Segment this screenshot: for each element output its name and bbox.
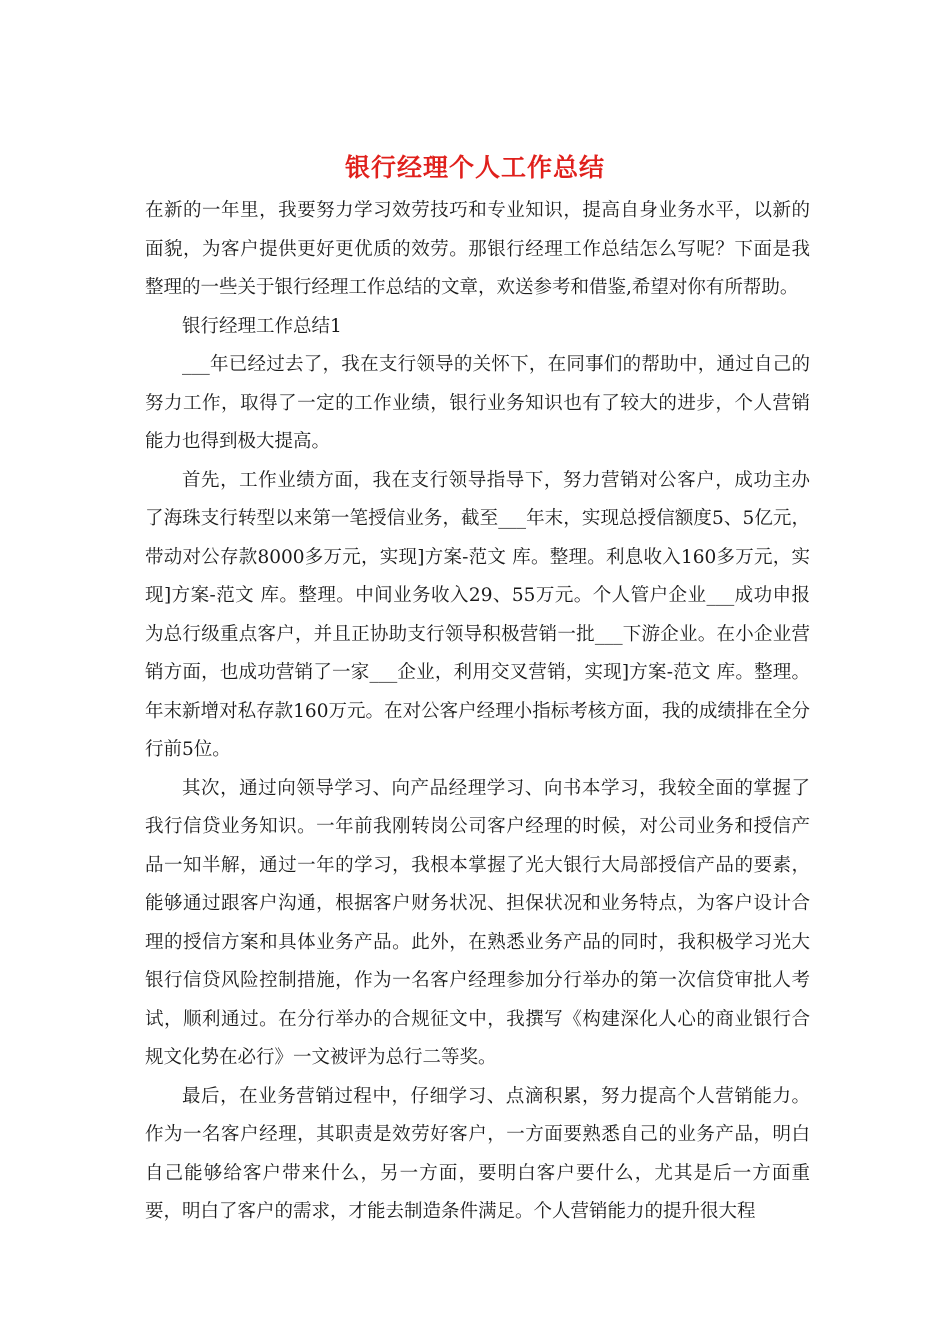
intro-paragraph: 在新的一年里，我要努力学习效劳技巧和专业知识，提高自身业务水平，以新的面貌，为客户提供更好更优质的效劳。那银行经理工作总结怎么写呢？下面是我整理的一些关于银行经理工作总结的文章，欢送参考和借鉴,希望对你有所帮助。: [145, 200, 810, 298]
body-paragraph: 首先，工作业绩方面，我在支行领导指导下，努力营销对公客户，成功主办了海珠支行转型以来第一笔授信业务，截至___年末，实现总授信额度5、5亿元，带动对公存款8000多万元，实现]方案-范文 库。整理。利息收入160多万元，实现]方案-范文 库。整理。中间业务收入29、55万元。个人管户企业___成功申报为总行级重点客户，并且正协助支行领导积极营销一批___下游企业。在小企业营销方面，也成功营销了一家___企业，利用交叉营销，实现]方案-范文 库。整理。年末新增对私存款160万元。在对公客户经理小指标考核方面，我的成绩排在全分行前5位。: [145, 469, 810, 760]
body-paragraph: ___年已经过去了，我在支行领导的关怀下，在同事们的帮助中，通过自己的努力工作，取得了一定的工作业绩，银行业务知识也有了较大的进步，个人营销能力也得到极大提高。: [145, 354, 810, 452]
document-body: [145, 192, 810, 1232]
section-heading: 银行经理工作总结1: [182, 315, 342, 337]
body-paragraph: 最后，在业务营销过程中，仔细学习、点滴积累，努力提高个人营销能力。作为一名客户经理，其职责是效劳好客户，一方面要熟悉自己的业务产品，明白自己能够给客户带来什么，另一方面，要明白客户要什么，尤其是后一方面重要，明白了客户的需求，才能去制造条件满足。个人营销能力的提升很大程: [145, 1085, 810, 1222]
document-title: 银行经理个人工作总结: [344, 153, 605, 182]
body-paragraph: 其次，通过向领导学习、向产品经理学习、向书本学习，我较全面的掌握了我行信贷业务知识。一年前我刚转岗公司客户经理的时候，对公司业务和授信产品一知半解，通过一年的学习，我根本掌握了光大银行大局部授信产品的要素，能够通过跟客户沟通，根据客户财务状况、担保状况和业务特点，为客户设计合理的授信方案和具体业务产品。此外，在熟悉业务产品的同时，我积极学习光大银行信贷风险控制措施，作为一名客户经理参加分行举办的第一次信贷审批人考试，顺利通过。在分行举办的合规征文中，我撰写《构建深化人心的商业银行合规文化势在必行》一文被评为总行二等奖。: [145, 777, 810, 1068]
